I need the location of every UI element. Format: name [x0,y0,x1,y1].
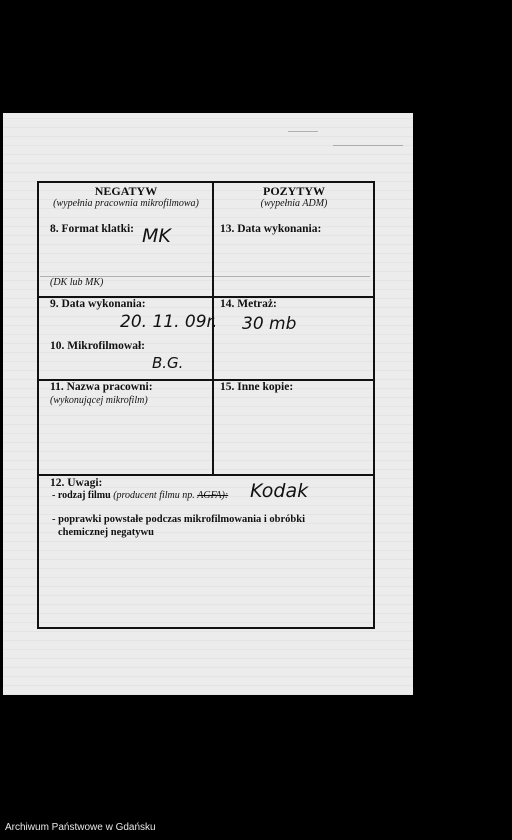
scan-mark [288,131,318,132]
field-10-label: 10. Mikrofilmował: [50,340,145,352]
field-14-label: 14. Metraż: [220,298,277,310]
row-divider [38,474,374,476]
field-11-label: 11. Nazwa pracowni: [50,381,153,393]
field-11-hint: (wykonującej mikrofilm) [50,395,148,406]
scan-mark [333,145,403,146]
film-type-label: - rodzaj filmu [52,490,111,501]
film-type-hint: (producent filmu np. [113,490,195,501]
field-15-label: 15. Inne kopie: [220,381,294,393]
pozytyw-title: POZYTYW [262,184,325,198]
archive-footer: Archiwum Państwowe w Gdańsku [5,822,156,833]
field-10-value: B.G. [152,354,184,372]
field-12-note-line1: - poprawki powstałe podczas mikrofilmowania i obróbki [52,514,305,525]
negatyw-subtitle: (wypełnia pracownia mikrofilmowa) [53,198,199,209]
field-12-note-line2: chemicznej negatywu [58,527,154,538]
field-12-label: 12. Uwagi: [50,477,103,489]
film-type-example: AGFA): [197,490,229,501]
field-8-value: MK [142,225,171,247]
field-13-label: 13. Data wykonania: [220,223,322,235]
negatyw-title: NEGATYW [94,184,158,198]
field-8-label: 8. Format klatki: [50,223,135,235]
field-9-label: 9. Data wykonania: [50,298,146,310]
pozytyw-subtitle: (wypełnia ADM) [260,198,328,209]
field-8-hint: (DK lub MK) [50,277,104,288]
field-14-value: 30 mb [242,314,297,334]
field-12-film-line [52,490,228,501]
field-9-value: 20. 11. 09r. [120,312,218,332]
film-type-value: Kodak [250,480,309,502]
